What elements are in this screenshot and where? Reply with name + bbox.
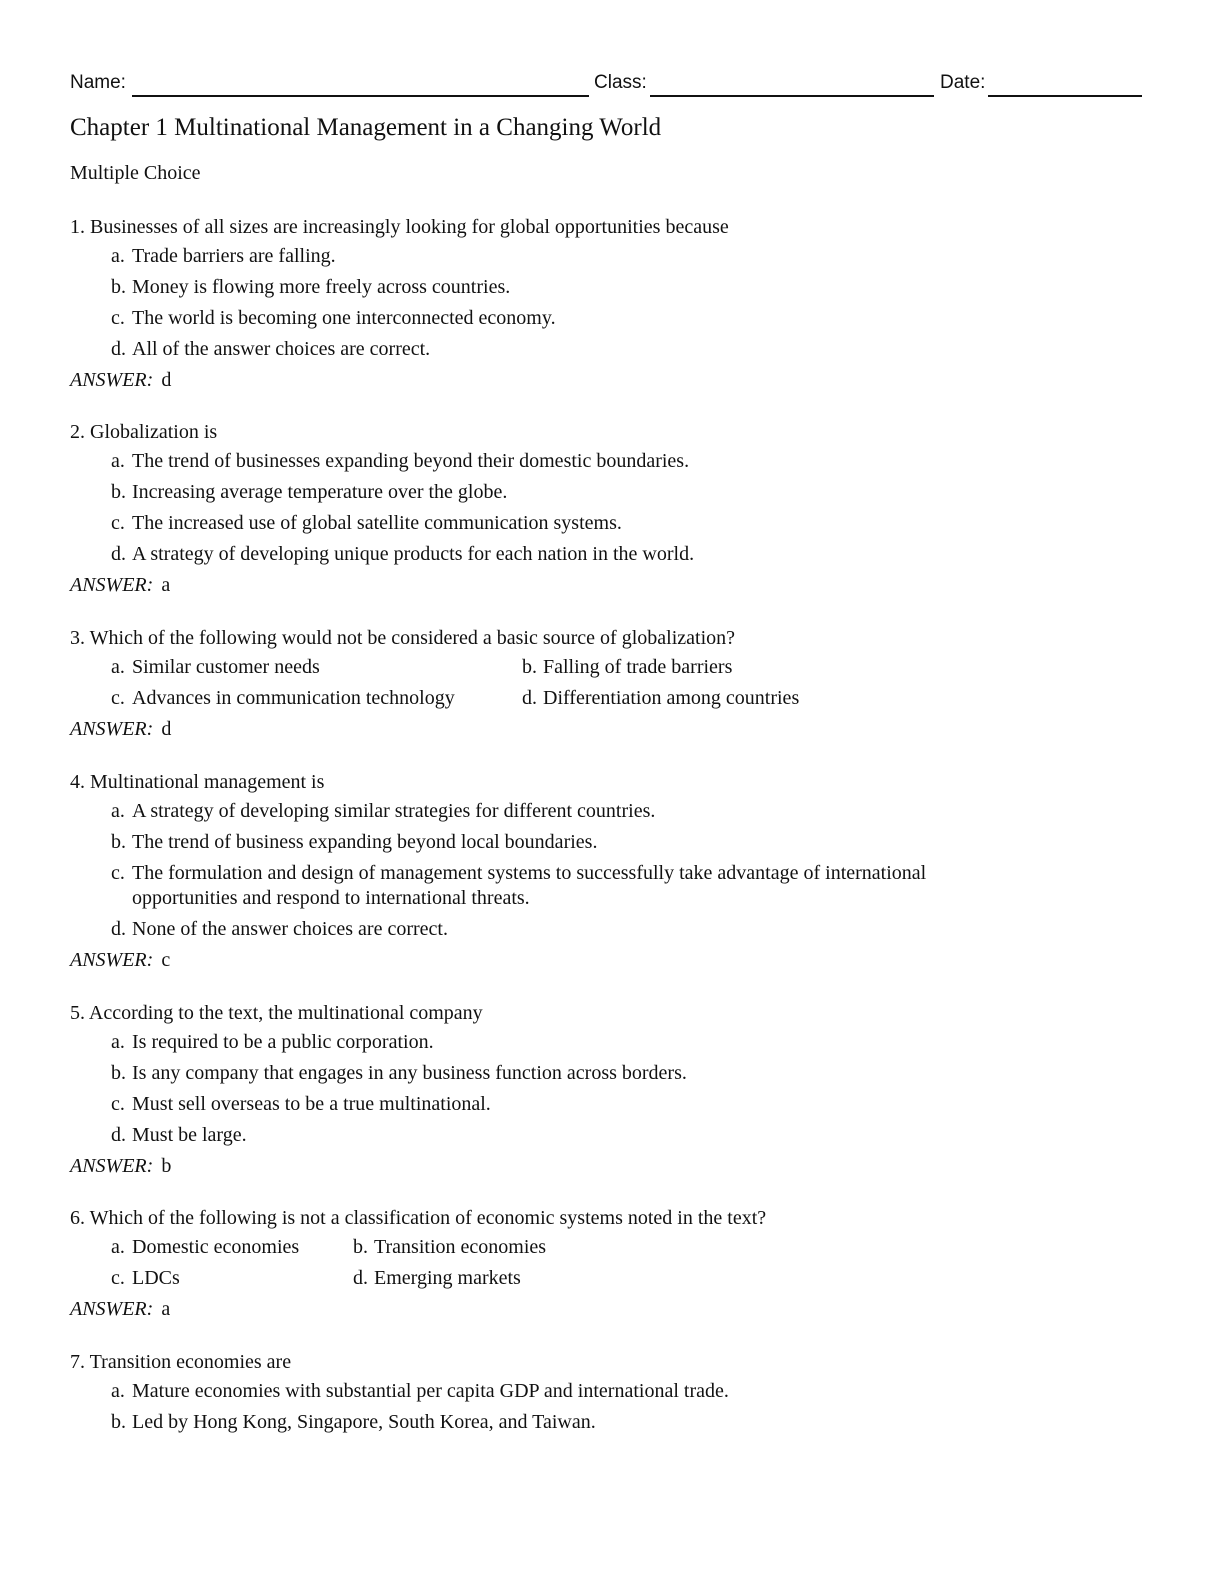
answer-line (70, 1294, 1150, 1325)
section-heading: Multiple Choice (70, 162, 201, 184)
option-b: b. Falling of trade barriers (522, 656, 733, 678)
option-a: a. Domestic economies (111, 1236, 300, 1258)
answer-line (70, 365, 1150, 396)
answer-label: ANSWER: (70, 949, 154, 971)
date-label: Date: (940, 72, 986, 93)
answer-label: ANSWER: (70, 369, 154, 391)
option-a: a. The trend of businesses expanding beyond their domestic boundaries. (111, 450, 690, 472)
option-d: d. A strategy of developing unique products for each nation in the world. (111, 543, 695, 565)
option-a: a. Similar customer needs (111, 656, 320, 678)
option-d: d. All of the answer choices are correct. (111, 338, 431, 360)
answer-label: ANSWER: (70, 1155, 154, 1177)
class-label: Class: (594, 72, 647, 93)
name-label: Name: (70, 72, 126, 93)
question-2 (70, 418, 1150, 601)
question-4 (70, 768, 1150, 976)
option-a: a. Trade barriers are falling. (111, 245, 336, 267)
option-a: a. A strategy of developing similar strategies for different countries. (111, 800, 656, 822)
question-stem: 5. According to the text, the multinational company (70, 1002, 483, 1024)
option-d: d. Emerging markets (353, 1267, 521, 1289)
option-b: b. Money is flowing more freely across countries. (111, 276, 511, 298)
option-c: c. Must sell overseas to be a true multinational. (111, 1093, 491, 1115)
option-b: b. Transition economies (353, 1236, 547, 1258)
date-field-line[interactable] (988, 95, 1142, 97)
option-c: c. The increased use of global satellite communication systems. (111, 512, 622, 534)
option-c: c. The formulation and design of management systems to successfully take advantage of international opportunities and respond to international threats. (111, 862, 927, 909)
answer-label: ANSWER: (70, 718, 154, 740)
answer-line (70, 945, 1150, 976)
answer-value: c (161, 949, 171, 971)
answer-label: ANSWER: (70, 1298, 154, 1320)
answer-line (70, 570, 1150, 601)
answer-value: b (161, 1155, 172, 1177)
option-b: b. Is any company that engages in any business function across borders. (111, 1062, 687, 1084)
option-d: d. None of the answer choices are correct. (111, 918, 448, 940)
answer-line (70, 714, 1150, 745)
option-row (111, 683, 1150, 714)
option-d: d. Must be large. (111, 1124, 247, 1146)
question-stem: 3. Which of the following would not be considered a basic source of globalization? (70, 627, 735, 649)
question-stem: 6. Which of the following is not a classification of economic systems noted in the text? (70, 1207, 767, 1229)
option-row (111, 652, 1150, 683)
question-stem: 2. Globalization is (70, 421, 218, 443)
option-d: d. Differentiation among countries (522, 687, 800, 709)
option-a: a. Mature economies with substantial per capita GDP and international trade. (111, 1380, 729, 1402)
option-b: b. Increasing average temperature over the globe. (111, 481, 508, 503)
answer-value: a (161, 574, 171, 596)
page-footer-clipped (86, 1456, 1156, 1468)
question-1 (70, 213, 1150, 396)
name-field-line[interactable] (132, 95, 589, 97)
answer-value: d (161, 369, 172, 391)
answer-value: d (161, 718, 172, 740)
option-row (111, 1232, 1150, 1263)
option-row (111, 1263, 1150, 1294)
option-c: c. Advances in communication technology (111, 687, 455, 709)
question-6 (70, 1204, 1150, 1325)
answer-value: a (161, 1298, 171, 1320)
question-5 (70, 999, 1150, 1182)
class-field-line[interactable] (650, 95, 934, 97)
answer-line (70, 1151, 1150, 1182)
answer-label: ANSWER: (70, 574, 154, 596)
chapter-title: Chapter 1 Multinational Management in a Changing World (70, 114, 662, 141)
question-stem: 7. Transition economies are (70, 1351, 292, 1373)
question-stem: 4. Multinational management is (70, 771, 325, 793)
question-7 (70, 1348, 1150, 1438)
student-info-header (70, 70, 1142, 100)
option-b: b. Led by Hong Kong, Singapore, South Korea, and Taiwan. (111, 1411, 596, 1433)
question-stem: 1. Businesses of all sizes are increasingly looking for global opportunities because (70, 216, 729, 238)
option-a: a. Is required to be a public corporation. (111, 1031, 434, 1053)
question-3 (70, 624, 1150, 745)
option-b: b. The trend of business expanding beyond local boundaries. (111, 831, 598, 853)
option-c: c. LDCs (111, 1267, 180, 1289)
option-c: c. The world is becoming one interconnected economy. (111, 307, 556, 329)
